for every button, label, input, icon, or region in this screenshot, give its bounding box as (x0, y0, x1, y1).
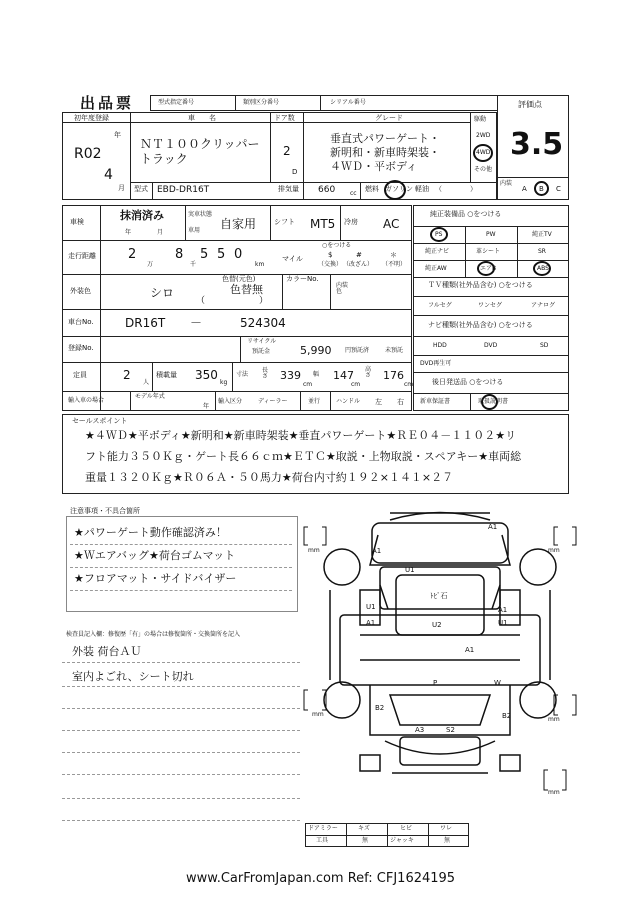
exterior-color-value: シロ (150, 286, 175, 300)
serial-label: シリアル番号 (330, 99, 366, 106)
fuel-gasoline: ガソリン (385, 185, 413, 193)
load-value: 350 (195, 368, 218, 382)
repaint-value: 色替無 (230, 283, 263, 296)
notes-line2: ★Ｗエアバッグ★荷台ゴムマット (74, 549, 236, 562)
model-cert-label: 型式指定番号 (158, 99, 195, 106)
inspector-label: 検査員記入欄：修復歴「有」の場合は修復箇所・交換箇所を記入 (66, 631, 241, 638)
shift-label: シフト (274, 218, 295, 226)
length-value: 339 (280, 369, 301, 382)
sales-line2: フト能力３５０Ｋｇ・ゲート長６６ｃｍ★ＥＴＣ★取説・上物取説・スペアキー★車両総 (85, 450, 522, 463)
sales-line3: 重量１３２０Ｋｇ★Ｒ０６Ａ・５０馬力★荷台内寸約１９２×１４１×２７ (85, 471, 454, 484)
model-type-value: EBD-DR16T (157, 185, 210, 195)
car-name-line2: トラック (140, 152, 188, 166)
grade-line3: ４ＷＤ・平ボディ (330, 160, 418, 173)
chassis-label: 車台No. (68, 318, 94, 326)
header-id-strip (150, 95, 498, 111)
chassis-prefix: DR16T (125, 316, 166, 330)
docs-title: 後日発送品 ○をつける (432, 378, 504, 386)
grade-label: グレード (375, 114, 403, 122)
nav-title: ナビ種類(社外品含む) ○をつける (428, 321, 533, 329)
width-value: 147 (333, 369, 354, 382)
mileage-label: 走行距離 (68, 252, 96, 260)
notes-line3: ★フロアマット・サイドバイザー (74, 572, 237, 585)
fuel-label: 燃料 (365, 185, 379, 193)
interior-label: 内装 (500, 180, 513, 187)
abs-circle (533, 261, 551, 276)
sheet-title: 出品票 (80, 94, 135, 112)
drive-label: 駆動 (474, 116, 487, 123)
registration-label: 登録No. (68, 344, 94, 352)
footer-ref: www.CarFromJapan.com Ref: CFJ1624195 (186, 871, 456, 886)
manual-circle (481, 394, 498, 410)
equipment-title: 純正装備品 ○をつける (430, 210, 502, 218)
score-label: 評価点 (518, 100, 542, 109)
car-name-line1: ＮＴ１００クリッパー (140, 137, 260, 151)
first-reg-label: 初年度登録 (74, 114, 109, 122)
first-reg-month: 4 (104, 167, 113, 183)
tv-title: ＴＶ種類(社外品含む) ○をつける (428, 281, 533, 289)
color-code-label: カラーNo. (286, 275, 319, 283)
cooling-value: AC (383, 217, 400, 231)
exterior-color-label: 外装色 (70, 287, 91, 295)
grade-line1: 垂直式パワーゲート・ (330, 132, 440, 145)
drive-4wd-circle (473, 144, 493, 162)
displacement-value: 660 (318, 185, 336, 195)
inspection-label: 車検 (70, 218, 84, 226)
fuel-gas-circle (384, 180, 406, 200)
recycle-value: 5,990 (300, 344, 332, 357)
car-name-label: 車 名 (188, 114, 216, 122)
inspector-line1: 外装 荷台ＡＵ (72, 645, 142, 658)
interior-b-circle (534, 181, 549, 196)
chassis-number: 524304 (240, 316, 286, 330)
capacity-label: 定員 (73, 371, 87, 379)
model-type-label: 型式 (134, 185, 148, 193)
cooling-label: 冷房 (344, 218, 358, 226)
car-body-diagram (300, 505, 580, 825)
displacement-label: 排気量 (278, 185, 299, 193)
notes-line1: ★パワーゲート動作確認済み！ (74, 526, 227, 539)
category-label: 類別区分番号 (243, 99, 280, 106)
sales-label: セールスポイント (72, 417, 128, 425)
sales-line1: ★４ＷＤ★平ボディ★新明和★新車時架装★垂直パワーゲート★ＲＥ０４－１１０２★リ (85, 429, 517, 442)
inspection-value: 抹消済み (120, 209, 164, 222)
doors-value: 2 (283, 144, 291, 158)
usage-value: 自家用 (220, 217, 257, 231)
shift-value: MT5 (310, 217, 336, 231)
grade-line2: 新明和・新車時架装・ (330, 146, 440, 159)
height-value: 176 (383, 369, 404, 382)
airbag-circle (477, 261, 495, 276)
import-label: 輸入車の場合 (68, 397, 105, 404)
capacity-value: 2 (123, 368, 131, 382)
score-value: 3.5 (510, 127, 564, 162)
first-reg-era-year: R02 (74, 146, 102, 162)
ps-circle (430, 227, 448, 242)
inspector-line2: 室内よごれ、シート切れ (72, 670, 194, 683)
notes-label: 注意事項・不具合箇所 (70, 507, 140, 515)
doors-label: ドア数 (274, 114, 295, 122)
